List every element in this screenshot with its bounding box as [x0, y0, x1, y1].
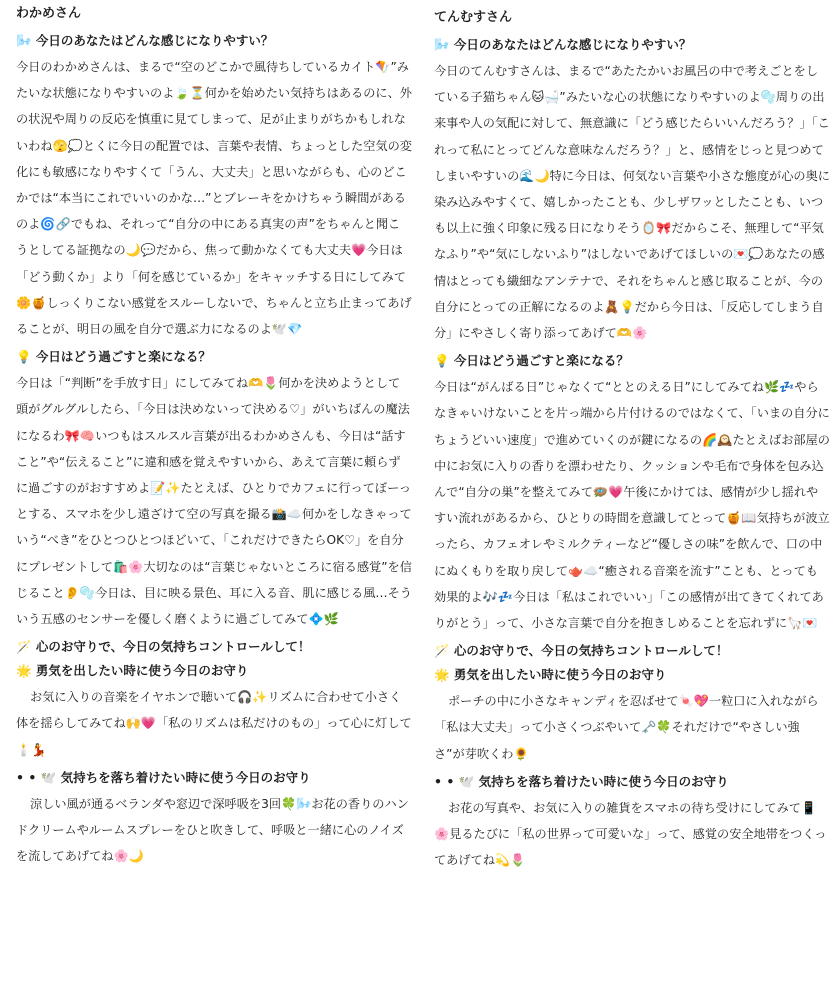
charm-heading-courage: 🌟 勇気を出したい時に使う今日のお守り: [434, 667, 667, 683]
charm-heading-calm: • • 🕊️ 気持ちを落ち着けたい時に使う今日のお守り: [434, 773, 729, 789]
charm-calm-text: 涼しい風が通るベランダや窓辺で深呼吸を3回🍀🌬️お花の香りのハンドクリームやルームスプレーをひと吹きして、呼吸と一緒に心のノイズを流してあげてね🌸🌙: [16, 796, 409, 864]
tips-paragraph: 今日は「“判断”を手放す日」にしてみてね🫶🌷何かを決めようとして頭がグルグルしたら、「今日は決めないって決める♡」がいちばんの魔法になるわ🎀🧠いつもはスルスル言葉が出るわかめさんも、今日は“話すこと”や“伝えること”に違和感を覚えやすいから、あえて言葉に頼らずに過ごすのがおすすめよ📝✨たとえば、ひとりでカフェに行ってぼーっとする、スマホを少し遠ざけて空の写真を撮る📸☁️何かをしなきゃっていう“べき”をひとつひとつほどいて、「これだけできたらOK♡」を自分にプレゼントして🛍️🌸大切なのは“言葉じゃないところに宿る感覚”を信じること👂🫧今日は、目に映る景色、耳に入る音、肌に感じる風…そういう五感のセンサーを優しく磨くように過ごしてみて💠🌿: [16, 376, 412, 627]
tips-paragraph: 今日は“がんばる日”じゃなくて“ととのえる日”にしてみてね🌿💤やらなきゃいけないことを片っ端から片付けるのではなくて、「いまの自分にちょうどいい速度」で進めていくのが鍵になるの🌈🕰️たとえばお部屋の中にお気に入りの香りを漂わせたり、クッションや毛布で身体を包み込んで“自分の巣”を整えてみて🪺💗午後にかけては、感情が少し揺れやすい流れがあるから、ひとりの時間を意識してとって🍯📖気持ちが波立ったら、カフェオレやミルクティーなど“優しさの味”を飲んで、口の中にぬくもりを取り戻して🫖☁️“癒される音楽を流す”ことも、とっても効果的よ🎶💤今日は「私はこれでいい」「この感情が出てきてくれてありがとう」って、小さな言葉で自分を抱きしめることを忘れずに🦙💌: [434, 380, 830, 631]
mood-paragraph: 今日のわかめさんは、まるで“空のどこかで風待ちしているカイト🪁”みたいな状態になりやすいのよ🍃⏳何かを始めたい気持ちはあるのに、外の状況や周りの反応を慎重に見てしまって、足が止まりがちかもしれないわね🫣💭とくに今日の配置では、言葉や表情、ちょっとした空気の変化にも敏感になりやすくて「うん、大丈夫」と思いながらも、心のどこかでは“本当にこれでいいのかな…”とブレーキをかけちゃう瞬間があるのよ🌀🔗でもね、それって“自分の中にある真実の声”をちゃんと聞こうとしてる証拠なの🌙💬だから、焦って動かなくても大丈夫💗今日は「どう動くか」より「何を感じているか」をキャッチする日にしてみて🌼🍯しっくりこない感覚をスルーしないで、ちゃんと立ち止まってあげることが、明日の風を自分で選ぶ力になるのよ🕊️💎: [16, 60, 412, 337]
section-heading-tips: 💡 今日はどう過ごすと楽になる？: [434, 353, 629, 369]
column-wakame: [16, 4, 412, 873]
charm-heading-calm: • • 🕊️ 気持ちを落ち着けたい時に使う今日のお守り: [16, 769, 311, 785]
mood-paragraph: 今日のてんむすさんは、まるで“あたたかいお風呂の中で考えごとをしている子猫ちゃん🐱🛁”みたいな心の状態になりやすいのよ🫧周りの出来事や人の気配に対して、無意識に「どう感じたらいいんだろう？」「これって私にとってどんな意味なんだろう？」と、感情をじっと見つめてしまいやすいの🌊🌙特に今日は、何気ない言葉や小さな態度が心の奥に染み込みやすくて、嬉しかったことも、少しザワッとしたことも、いつも以上に強く印象に残る日になりそう🪞🎀だからこそ、無理して“平気なふり”や“気にしないふり”はしないであげてほしいの💌💭あなたの感情はとっても繊細なアンテナで、それをちゃんと感じ取ることが、今の自分にとっての正解になるのよ🧸💡だから今日は、「反応してしまう自分」にやさしく寄り添ってあげて🫶🌸: [434, 64, 830, 341]
section-heading-charms: 🪄 心のお守りで、今日の気持ちコントロールして！: [434, 643, 729, 659]
charm-calm-text: お花の写真や、お気に入りの雑貨をスマホの待ち受けにしてみて📱🌸見るたびに「私の世界って可愛いな」って、感覚の安全地帯をつくってあげてね💫🌷: [434, 800, 827, 868]
person-name: わかめさん: [16, 6, 82, 21]
person-name: てんむすさん: [434, 10, 513, 25]
column-tenmusu: [434, 8, 830, 877]
charm-courage-text: ポーチの中に小さなキャンディを忍ばせて🍬💖一粒口に入れながら「私は大丈夫」って小さくつぶやいて🗝️🍀それだけで“やさしい強さ”が芽吹くわ🌻: [434, 694, 819, 761]
section-heading-mood: 🌬️ 今日のあなたはどんな感じになりやすい？: [434, 37, 692, 52]
charm-heading-courage: 🌟 勇気を出したい時に使う今日のお守り: [16, 663, 249, 679]
section-heading-mood: 🌬️ 今日のあなたはどんな感じになりやすい？: [16, 33, 274, 48]
section-heading-tips: 💡 今日はどう過ごすと楽になる？: [16, 349, 211, 365]
charm-courage-text: お気に入りの音楽をイヤホンで聴いて🎧✨リズムに合わせて小さく体を揺らしてみてね🙌💗「私のリズムは私だけのもの」って心に灯して🕯️💃: [16, 690, 412, 757]
section-heading-charms: 🪄 心のお守りで、今日の気持ちコントロールして！: [16, 639, 311, 655]
